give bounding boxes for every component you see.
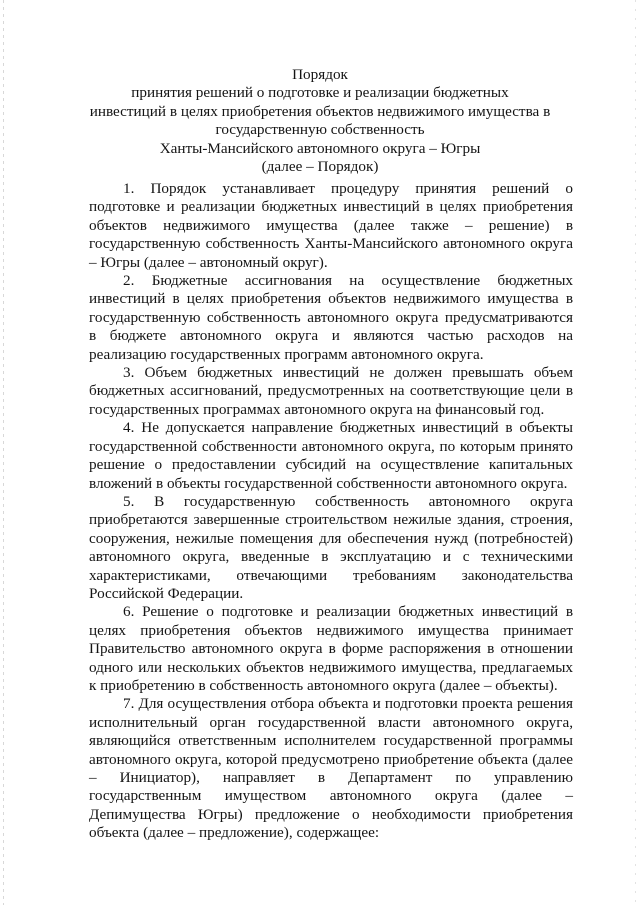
scan-edge-left	[3, 0, 4, 905]
title-line: Порядок	[292, 66, 348, 83]
paragraph-5: 5. В государственную собственность автономного округа приобретаются завершенные строительством нежилые здания, строения, сооружения, нежилые помещения для обеспечения нужд (потребностей) автономного округа, введенные в эксплуатацию и с техническими характеристиками, отвечающими требованиям законодательства Российской Федерации.	[89, 492, 573, 602]
paragraph-1: 1. Порядок устанавливает процедуру принятия решений о подготовке и реализации бюджетных инвестиций в целях приобретения объектов недвижимого имущества (далее также – решение) в государственную собственность Ханты-Мансийского автономного округа – Югры (далее – автономный округ).	[89, 180, 573, 271]
document-title	[70, 66, 570, 176]
paragraph-2: 2. Бюджетные ассигнования на осуществление бюджетных инвестиций в целях приобретения объектов недвижимого имущества в государственную собственность автономного округа предусматриваются в бюджете автономного округа и являются частью расходов на реализацию государственных программ автономного округа.	[89, 272, 573, 363]
title-line: (далее – Порядок)	[261, 158, 379, 176]
title-line: государственную собственность	[215, 121, 425, 139]
document-body	[89, 180, 573, 843]
paragraph-7: 7. Для осуществления отбора объекта и подготовки проекта решения исполнительный орган государственной власти автономного округа, являющийся ответственным исполнителем государственной программы автономного округа, которой предусмотрено приобретение объекта (далее – Инициатор), направляет в Департамент по управлению государственным имуществом автономного округа (далее – Депимущества Югры) предложение о необходимости приобретения объекта (далее – предложение), содержащее:	[89, 695, 573, 842]
paragraph-3: 3. Объем бюджетных инвестиций не должен превышать объем бюджетных ассигнований, предусмотренных на соответствующие цели в государственных программах автономного округа на финансовый год.	[89, 364, 573, 418]
paragraph-6: 6. Решение о подготовке и реализации бюджетных инвестиций в целях приобретения объектов недвижимого имущества принимает Правительство автономного округа в форме распоряжения в отношении одного или нескольких объектов недвижимого имущества, предлагаемых к приобретению в собственность автономного округа (далее – объекты).	[89, 603, 573, 694]
title-line: инвестиций в целях приобретения объектов недвижимого имущества в	[89, 102, 551, 120]
scan-edge-right	[635, 0, 636, 905]
paragraph-4: 4. Не допускается направление бюджетных инвестиций в объекты государственной собственности автономного округа, по которым принято решение о предоставлении субсидий на осуществление капитальных вложений в объекты государственной собственности автономного округа.	[89, 419, 573, 492]
title-line: Ханты-Мансийского автономного округа – Югры	[159, 139, 481, 157]
title-line: принятия решений о подготовке и реализации бюджетных	[131, 84, 509, 102]
